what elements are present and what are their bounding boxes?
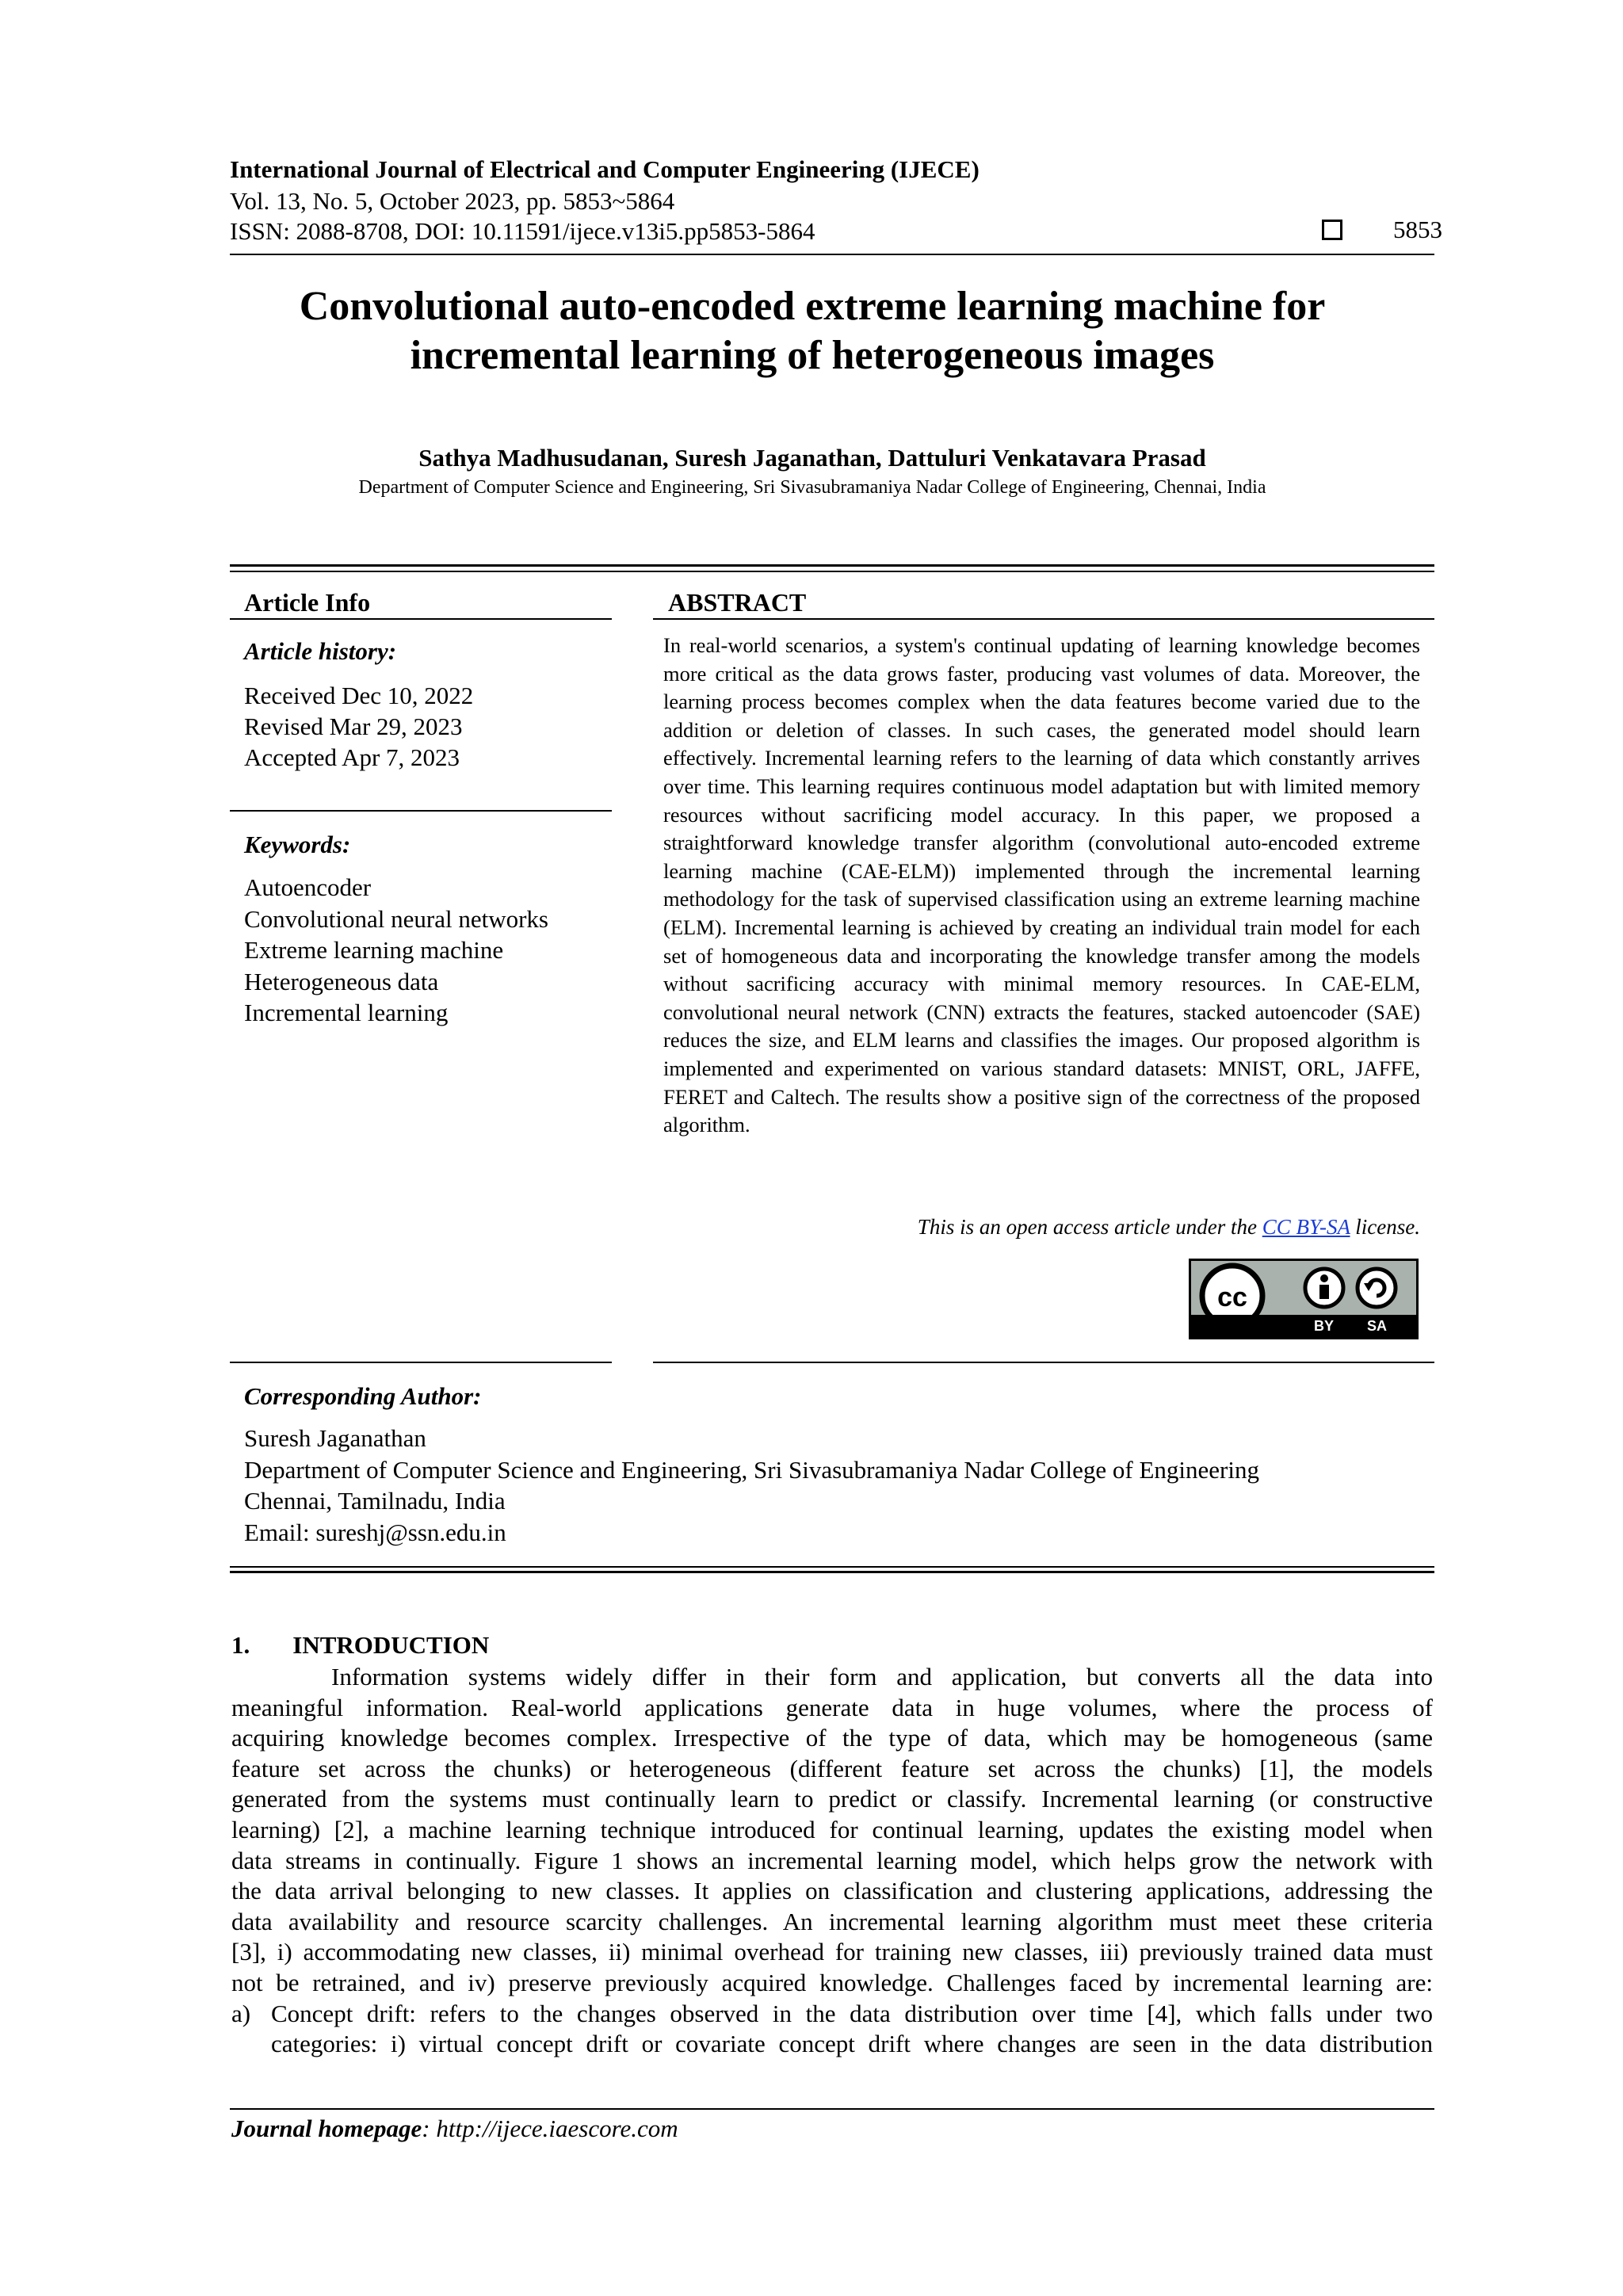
- keyword-item: Autoencoder: [244, 873, 372, 901]
- paragraph-line: meaningful information. Real-world applications generate data in huge volumes, where the process of: [231, 1693, 1433, 1721]
- corr-bottom-rule: [230, 1566, 1434, 1568]
- article-info-bottom-rule: [230, 1362, 612, 1363]
- page-number-block: [1322, 216, 1442, 244]
- paragraph-line: learning) [2], a machine learning technique introduced for continual learning, updates the existing model when: [231, 1815, 1433, 1843]
- open-access-note: [663, 1215, 1420, 1240]
- history-heading: Article history:: [244, 637, 397, 665]
- cc-icon: [1191, 1261, 1416, 1316]
- keyword-item: Convolutional neural networks: [244, 904, 548, 933]
- abstract-bottom-rule: [653, 1362, 1434, 1363]
- title-line: incremental learning of heterogeneous images: [410, 333, 1215, 378]
- license-link[interactable]: CC BY-SA: [1262, 1215, 1350, 1239]
- paragraph-line: the data arrival belonging to new classes. It applies on classification and clustering applications, addressing the: [231, 1877, 1433, 1905]
- sa-label: SA: [1367, 1318, 1388, 1334]
- article-info-rule: [230, 618, 612, 620]
- abstract-heading: ABSTRACT: [668, 588, 807, 617]
- list-marker: a): [231, 1999, 251, 2027]
- keyword-item: Extreme learning machine: [244, 936, 504, 964]
- affiliation: Department of Computer Science and Engineering, Sri Sivasubramaniya Nadar College of Engineering, Chennai, India: [358, 477, 1266, 498]
- corresponding-location: Chennai, Tamilnadu, India: [244, 1487, 506, 1515]
- paper-title: [190, 282, 1434, 380]
- cc-by-sa-badge[interactable]: [1189, 1259, 1419, 1339]
- corresponding-email: Email: sureshj@ssn.edu.in: [244, 1518, 506, 1546]
- open-access-prefix: This is an open access article under the: [917, 1215, 1262, 1239]
- info-top-rule: [230, 564, 1434, 567]
- article-info-heading: Article Info: [244, 588, 371, 617]
- journal-name: International Journal of Electrical and Computer Engineering (IJECE): [230, 155, 980, 183]
- article-history: [244, 680, 473, 773]
- square-bullet-icon: [1322, 220, 1342, 240]
- list-item: [231, 1999, 1433, 2060]
- paragraph-line: data availability and resource scarcity challenges. An incremental learning algorithm must meet these criteria: [231, 1907, 1433, 1935]
- cc-letters: cc: [1217, 1282, 1247, 1312]
- section-heading: [231, 1631, 489, 1660]
- corresponding-details: [244, 1423, 1259, 1548]
- keywords-heading: Keywords:: [244, 831, 351, 858]
- paragraph-line: acquiring knowledge becomes complex. Irrespective of the type of data, which may be homogeneous (same: [231, 1724, 1433, 1752]
- open-access-suffix: license.: [1350, 1215, 1420, 1239]
- paragraph-line: data streams in continually. Figure 1 shows an incremental learning model, which helps grow the network with: [231, 1846, 1433, 1874]
- list-line: categories: i) virtual concept drift or covariate concept drift where changes are seen in the data distribution: [271, 2030, 1433, 2058]
- paragraph-line: not be retrained, and iv) preserve previously acquired knowledge. Challenges faced by incremental learning are:: [231, 1968, 1433, 1996]
- journal-homepage: [231, 2115, 678, 2143]
- corresponding-name: Suresh Jaganathan: [244, 1424, 426, 1452]
- corresponding-heading: Corresponding Author:: [244, 1382, 482, 1410]
- abstract-text: In real-world scenarios, a system's continual updating of learning knowledge becomes more critical as the data grows faster, producing vast volumes of data. Moreover, the learning process becomes complex when the data features become varied due to the addition or deletion of classes. In such cases, the generated model should learn effectively. Incremental learning refers to the learning of data which constantly arrives over time. This learning requires continuous model adaptation but with limited memory resources without sacrificing model accuracy. In this paper, we proposed a straightforward knowledge transfer algorithm (convolutional auto-encoded extreme learning machine (CAE-ELM)) implemented through the incremental learning methodology for the task of supervised classification using an extreme learning machine (ELM). Incremental learning is achieved by creating an individual train model for each set of homogeneous data and incorporating the knowledge transfer among the models without sacrificing accuracy with minimal memory resources. In CAE-ELM, convolutional neural network (CNN) extracts the features, stacked autoencoder (SAE) reduces the size, and ELM learns and classifies the images. Our proposed algorithm is implemented and experimented on various standard datasets: MNIST, ORL, JAFFE, FERET and Caltech. The results show a positive sign of the correctness of the proposed algorithm.: [663, 633, 1420, 1137]
- authors: Sathya Madhusudanan, Suresh Jaganathan, Dattuluri Venkatavara Prasad: [418, 444, 1206, 472]
- intro-paragraph: [231, 1662, 1433, 2060]
- by-label: BY: [1314, 1318, 1335, 1334]
- header-rule: [230, 254, 1434, 255]
- corr-bottom-rule-thick: [230, 1571, 1434, 1573]
- paragraph-line: [3], i) accommodating new classes, ii) minimal overhead for training new classes, iii) previously trained data must: [231, 1938, 1433, 1966]
- paragraph-line: Information systems widely differ in their form and application, but converts all the data into: [331, 1663, 1433, 1690]
- volume-line: Vol. 13, No. 5, October 2023, pp. 5853~5864: [230, 187, 675, 215]
- abstract-rule: [653, 618, 1434, 620]
- history-accepted: Accepted Apr 7, 2023: [244, 743, 460, 771]
- paragraph-line: generated from the systems must continually learn to predict or classify. Incremental learning (or constructive: [231, 1785, 1433, 1813]
- by-person-icon: [1305, 1269, 1343, 1307]
- list-line: Concept drift: refers to the changes observed in the data distribution over time [4], which falls under two: [271, 1999, 1433, 2027]
- homepage-url[interactable]: : http://ijece.iaescore.com: [422, 2115, 678, 2142]
- keywords-list: [244, 872, 548, 1029]
- section-number: 1.: [231, 1631, 250, 1659]
- sa-share-alike-icon: [1358, 1269, 1396, 1307]
- section-title: INTRODUCTION: [292, 1631, 490, 1659]
- page-number: 5853: [1393, 216, 1442, 243]
- history-rule: [230, 810, 612, 812]
- history-revised: Revised Mar 29, 2023: [244, 712, 463, 740]
- issn-doi-line: ISSN: 2088-8708, DOI: 10.11591/ijece.v13i5.pp5853-5864: [230, 217, 815, 245]
- info-top-rule-thin: [230, 571, 1434, 572]
- history-received: Received Dec 10, 2022: [244, 682, 474, 709]
- cc-badge-bar: [1191, 1315, 1416, 1337]
- keyword-item: Heterogeneous data: [244, 967, 439, 995]
- paragraph-line: feature set across the chunks) or heterogeneous (different feature set across the chunks) [1], the models: [231, 1754, 1433, 1782]
- title-line: Convolutional auto-encoded extreme learning machine for: [299, 284, 1326, 329]
- footer-rule: [230, 2108, 1434, 2110]
- homepage-label: Journal homepage: [231, 2115, 422, 2142]
- corresponding-department: Department of Computer Science and Engineering, Sri Sivasubramaniya Nadar College of Engineering: [244, 1455, 1259, 1484]
- keyword-item: Incremental learning: [244, 999, 449, 1026]
